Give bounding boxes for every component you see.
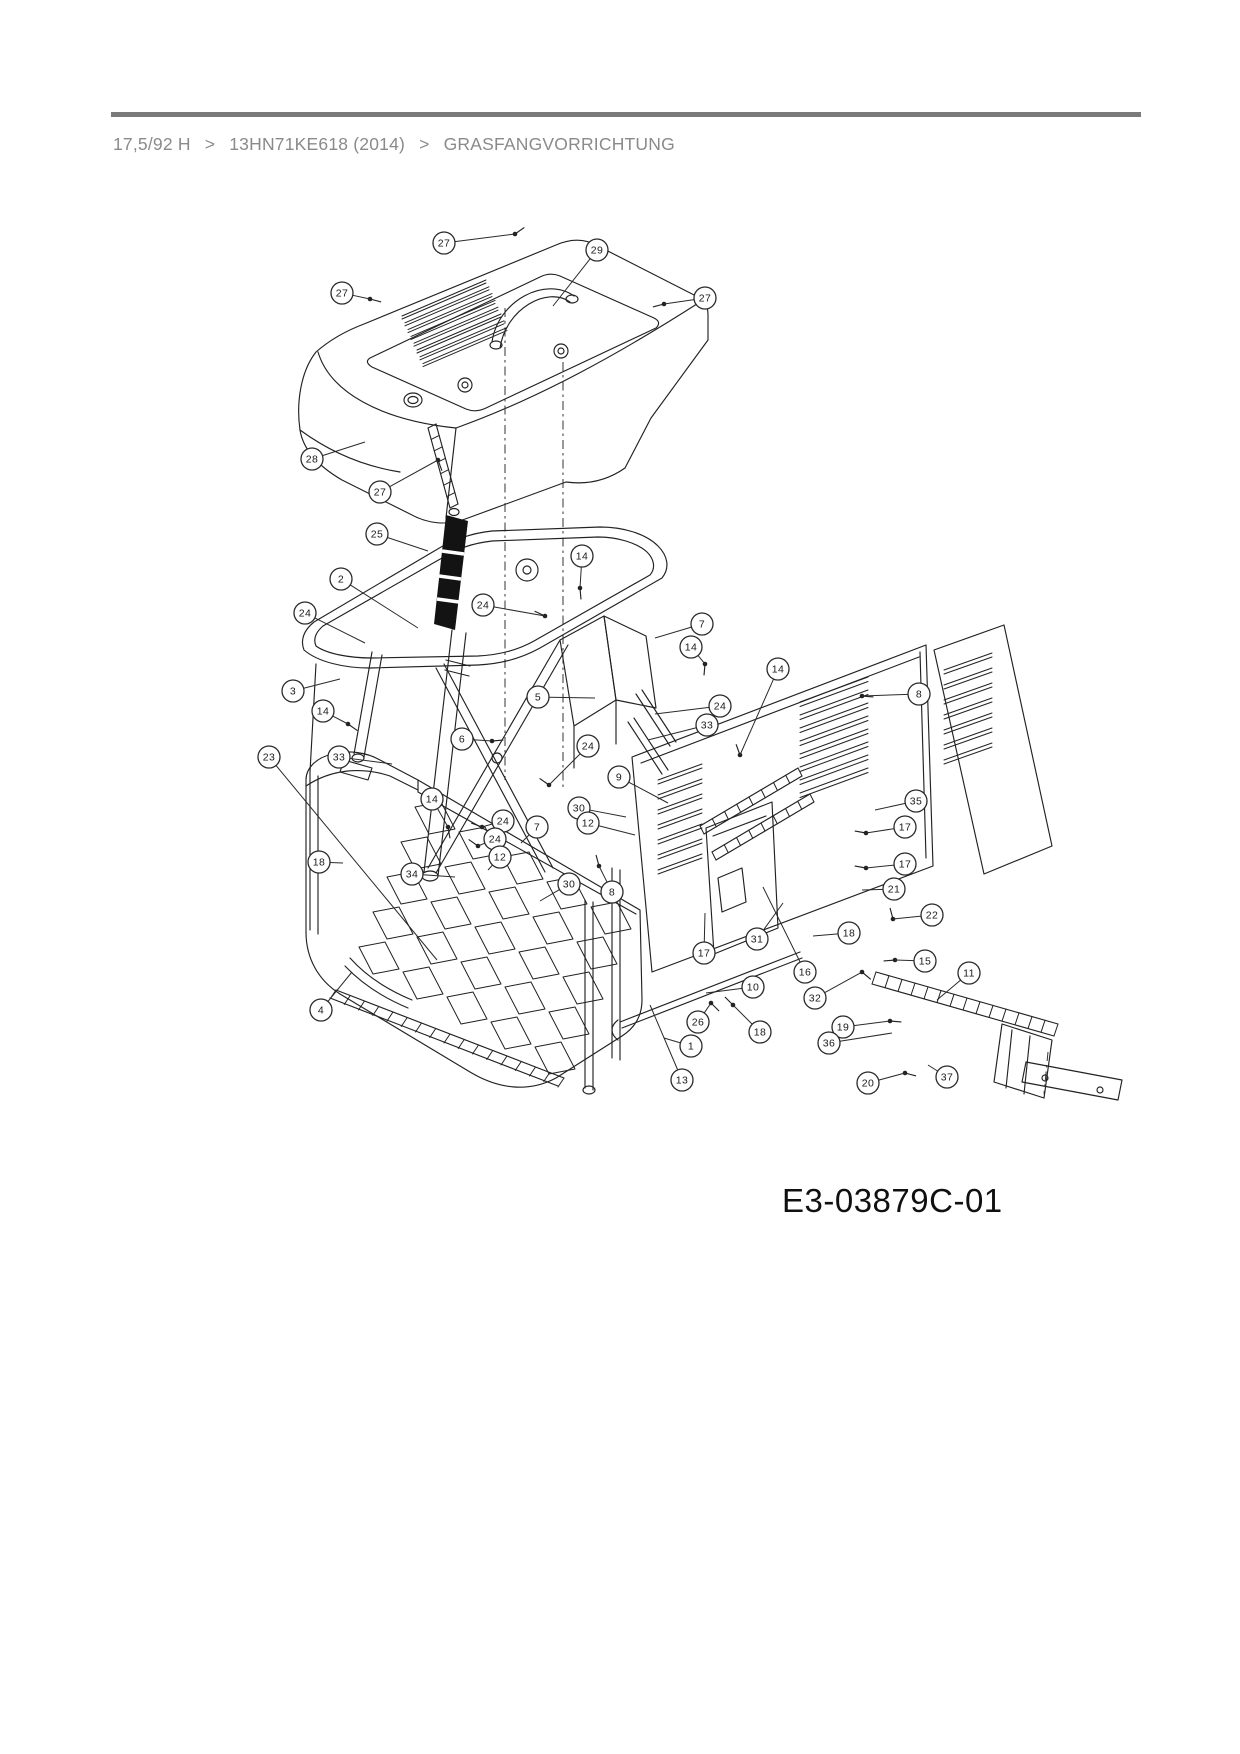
callout-number: 30: [562, 878, 576, 891]
callout-number: 7: [698, 618, 706, 631]
callout-5[interactable]: [527, 686, 595, 708]
callout-22[interactable]: [893, 904, 943, 926]
callout-number: 24: [298, 607, 312, 620]
callout-18[interactable]: [308, 851, 343, 873]
callout-number: 2: [337, 573, 345, 586]
callout-number: 34: [405, 868, 419, 881]
callout-21[interactable]: [862, 878, 905, 900]
callout-17[interactable]: [866, 853, 916, 875]
callout-2[interactable]: [330, 568, 418, 628]
callout-number: 12: [493, 851, 507, 864]
callout-20[interactable]: [857, 1072, 905, 1094]
callout-number: 18: [753, 1026, 767, 1039]
callout-number: 11: [963, 967, 975, 980]
callout-8[interactable]: [862, 683, 930, 705]
callout-number: 8: [915, 688, 923, 701]
callout-number: 14: [771, 663, 785, 676]
callout-number: 17: [697, 947, 711, 960]
callout-number: 32: [808, 992, 822, 1005]
callout-27[interactable]: [331, 282, 370, 304]
callout-24[interactable]: [472, 594, 545, 616]
breadcrumb-item-serial[interactable]: 13HN71KE618 (2014): [229, 134, 406, 154]
callout-number: 36: [822, 1037, 836, 1050]
callout-number: 37: [940, 1071, 954, 1084]
callout-number: 14: [684, 641, 698, 654]
breadcrumb-item-section: GRASFANGVORRICHTUNG: [443, 134, 675, 154]
callout-16[interactable]: [763, 887, 816, 983]
callout-27[interactable]: [664, 287, 716, 309]
callout-7[interactable]: [521, 816, 548, 843]
callout-26[interactable]: [687, 1003, 711, 1033]
callout-27[interactable]: [433, 232, 515, 254]
callout-number: 18: [312, 856, 326, 869]
callout-number: 14: [575, 550, 589, 563]
callout-number: 9: [615, 771, 623, 784]
callout-number: 25: [370, 528, 384, 541]
callout-11[interactable]: [937, 962, 980, 1000]
callout-number: 24: [581, 740, 595, 753]
callout-36[interactable]: [818, 1032, 892, 1054]
callout-number: 31: [750, 933, 764, 946]
callout-number: 27: [373, 486, 387, 499]
callout-37[interactable]: [928, 1065, 958, 1088]
callout-15[interactable]: [895, 950, 936, 972]
breadcrumb-separator: >: [419, 134, 430, 154]
callout-number: 1: [687, 1040, 695, 1053]
callout-number: 27: [335, 287, 349, 300]
diagram-code: E3-03879C-01: [782, 1182, 1003, 1219]
callout-number: 29: [590, 244, 604, 257]
callout-number: 24: [488, 833, 502, 846]
callout-number: 14: [316, 705, 330, 718]
breadcrumb: [113, 134, 675, 155]
callout-number: 4: [317, 1004, 325, 1017]
callout-number: 7: [533, 821, 541, 834]
callout-number: 12: [581, 817, 595, 830]
callout-number: 20: [861, 1077, 875, 1090]
callout-number: 19: [836, 1021, 850, 1034]
callout-number: 33: [332, 751, 346, 764]
callout-14[interactable]: [312, 700, 348, 724]
callout-29[interactable]: [553, 239, 608, 306]
callout-number: 33: [700, 719, 714, 732]
callout-number: 10: [746, 981, 760, 994]
callout-number: 28: [305, 453, 319, 466]
callout-number: 30: [572, 802, 586, 815]
callout-1[interactable]: [664, 1035, 702, 1057]
callout-6[interactable]: [451, 728, 492, 750]
callout-25[interactable]: [366, 523, 428, 551]
callout-number: 24: [713, 700, 727, 713]
callout-18[interactable]: [733, 1005, 771, 1043]
callout-4[interactable]: [310, 972, 352, 1021]
callout-number: 8: [608, 886, 616, 899]
callout-9[interactable]: [608, 766, 668, 803]
callout-28[interactable]: [301, 442, 365, 470]
callout-number: 3: [289, 685, 297, 698]
callout-number: 22: [925, 909, 939, 922]
callout-27[interactable]: [369, 460, 438, 503]
diagram-line-art: [299, 237, 1122, 1100]
callout-number: 17: [898, 821, 912, 834]
callout-number: 35: [909, 795, 923, 808]
callout-number: 27: [437, 237, 451, 250]
callout-number: 24: [496, 815, 510, 828]
breadcrumb-item-model[interactable]: 17,5/92 H: [113, 134, 191, 154]
callout-number: 16: [798, 966, 812, 979]
callout-number: 17: [898, 858, 912, 871]
callout-14[interactable]: [571, 545, 593, 588]
callout-10[interactable]: [706, 976, 764, 998]
callout-number: 6: [458, 733, 466, 746]
callout-24[interactable]: [655, 695, 731, 717]
callout-number: 24: [476, 599, 490, 612]
callout-number: 21: [887, 883, 901, 896]
callout-number: 14: [425, 793, 439, 806]
callout-number: 23: [262, 751, 276, 764]
callout-30[interactable]: [540, 873, 580, 901]
callout-number: 15: [918, 955, 932, 968]
callout-layer: [258, 232, 980, 1094]
callout-8[interactable]: [599, 866, 623, 903]
callout-14[interactable]: [680, 636, 705, 664]
callout-33[interactable]: [648, 714, 718, 740]
callout-3[interactable]: [282, 679, 340, 702]
callout-number: 5: [534, 691, 542, 704]
callout-18[interactable]: [813, 922, 860, 944]
callout-number: 13: [675, 1074, 689, 1087]
callout-17[interactable]: [866, 816, 916, 838]
callout-35[interactable]: [875, 790, 927, 812]
callout-7[interactable]: [655, 613, 713, 638]
callout-number: 26: [691, 1016, 705, 1029]
callout-23[interactable]: [258, 746, 437, 960]
callout-number: 18: [842, 927, 856, 940]
callout-12[interactable]: [577, 812, 635, 835]
callout-number: 27: [698, 292, 712, 305]
breadcrumb-separator: >: [204, 134, 216, 154]
